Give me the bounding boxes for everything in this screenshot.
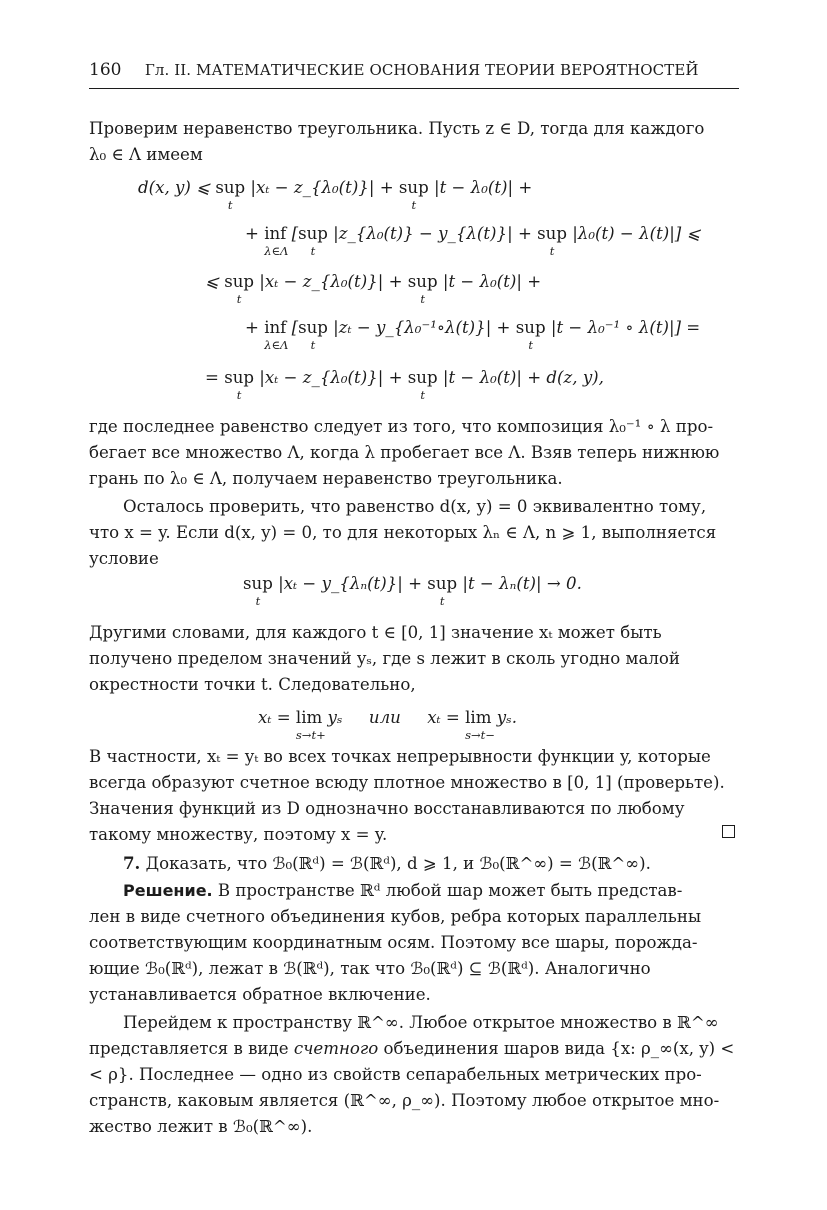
sup-operator: sup t <box>427 574 458 608</box>
eq3-term-b: |t − λ₀(t)| + <box>437 272 542 291</box>
paragraph-remaining-check <box>89 494 739 572</box>
text-line: В частности, xₜ = yₜ во всех точках непрерывности функции y, которые <box>89 747 711 766</box>
paragraph-r-infinity <box>89 1010 739 1140</box>
eq4-bracket: [ <box>286 318 299 337</box>
sup-operator: sup t <box>243 574 273 608</box>
text-line: Значения функций из D однозначно восстанавливаются по любому <box>89 799 685 818</box>
eq2-bracket: [ <box>286 224 299 243</box>
eq1-term-b: |t − λ₀(t)| + <box>428 178 533 197</box>
solution-label: Решение. <box>123 881 213 900</box>
paragraph-composition <box>89 414 739 492</box>
running-header <box>89 52 739 89</box>
text-line: что x = y. Если d(x, y) = 0, то для некоторых λₙ ∈ Λ, n ⩾ 1, выполняется <box>89 523 717 542</box>
qed-square-icon <box>722 825 735 838</box>
text-line: представляется в виде <box>89 1039 294 1058</box>
sup-operator: sup t <box>515 318 546 352</box>
eq4-lead: + <box>245 318 265 337</box>
solution-paragraph <box>89 878 739 1008</box>
eq2-term-a: |z_{λ₀(t)} − y_{λ(t)}| + <box>327 224 538 243</box>
sup-operator: sup t <box>298 224 328 258</box>
sup-operator: sup t <box>537 224 567 258</box>
eq2-term-b: |λ₀(t) − λ(t)|] ⩽ <box>566 224 701 243</box>
sup-operator: sup t <box>298 318 328 352</box>
paragraph-other-words <box>89 620 739 698</box>
eq2-lead: + <box>245 224 265 243</box>
eq1-lhs: d(x, y) ⩽ <box>138 178 216 197</box>
eq5-lead: = <box>205 368 225 387</box>
display-limit-condition <box>243 574 582 608</box>
emphasis-countable: счетного <box>293 1039 379 1058</box>
eq5-term-b: |t − λ₀(t)| + d(z, y), <box>437 368 604 387</box>
text-line: соответствующим координатным осям. Поэтому все шары, порожда- <box>89 933 698 952</box>
text-line: грань по λ₀ ∈ Λ, получаем неравенство треугольника. <box>89 469 563 488</box>
display-limits <box>258 708 517 742</box>
text-line: всегда образуют счетное всюду плотное множество в [0, 1] (проверьте). <box>89 773 725 792</box>
sup-operator: sup t <box>398 178 429 212</box>
sup-operator: sup t <box>224 272 255 306</box>
inf-operator: inf λ∈Λ <box>264 224 289 258</box>
text-line: В пространстве ℝᵈ любой шар может быть представ- <box>212 881 683 900</box>
lim-operator: lim s→t− <box>465 708 495 742</box>
eq5-term-a: |xₜ − z_{λ₀(t)}| + <box>254 368 408 387</box>
text-line: лен в виде счетного объединения кубов, ребра которых параллельны <box>89 907 702 926</box>
problem-7 <box>89 850 739 877</box>
eq-lim-mid: yₛ или xₜ = <box>322 708 466 727</box>
eq-lim-end: yₛ. <box>491 708 517 727</box>
display-row-3 <box>205 272 542 306</box>
eq1-term-a: |xₜ − z_{λ₀(t)}| + <box>245 178 399 197</box>
text-line: получено пределом значений yₛ, где s лежит в сколь угодно малой <box>89 649 680 668</box>
intro-line-2: λ₀ ∈ Λ имеем <box>89 145 203 164</box>
display-row-1 <box>138 178 533 212</box>
intro-paragraph <box>89 116 739 168</box>
eq4-term-b: |t − λ₀⁻¹ ∘ λ(t)|] = <box>545 318 701 337</box>
display-row-4 <box>245 318 701 352</box>
text-line: Другими словами, для каждого t ∈ [0, 1] значение xₜ может быть <box>89 623 662 642</box>
text-line: условие <box>89 549 159 568</box>
sup-operator: sup t <box>224 368 255 402</box>
eq3-lead: ⩽ <box>205 272 225 291</box>
text-line: < ρ}. Последнее — одно из свойств сепарабельных метрических про- <box>89 1065 702 1084</box>
intro-line-1: Проверим неравенство треугольника. Пусть z ∈ D, тогда для каждого <box>89 119 705 138</box>
text-line: ющие ℬ₀(ℝᵈ), лежат в ℬ(ℝᵈ), так что ℬ₀(ℝᵈ) ⊆ ℬ(ℝᵈ). Аналогично <box>89 959 651 978</box>
text-line: такому множеству, поэтому x = y. <box>89 825 388 844</box>
eq-cond-term-b: |t − λₙ(t)| → 0. <box>457 574 582 593</box>
eq3-term-a: |xₜ − z_{λ₀(t)}| + <box>254 272 408 291</box>
sup-operator: sup t <box>407 272 438 306</box>
running-title: Гл. II. МАТЕМАТИЧЕСКИЕ ОСНОВАНИЯ ТЕОРИИ ВЕРОЯТНОСТЕЙ <box>144 61 699 79</box>
text-line: объединения шаров вида {x: ρ_∞(x, y) < <box>378 1039 735 1058</box>
eq-cond-term-a: |xₜ − y_{λₙ(t)}| + <box>272 574 428 593</box>
text-line: где последнее равенство следует из того, что композиция λ₀⁻¹ ∘ λ про- <box>89 417 714 436</box>
text-line: устанавливается обратное включение. <box>89 985 431 1004</box>
text-line: бегает все множество Λ, когда λ пробегает все Λ. Взяв теперь нижнюю <box>89 443 720 462</box>
sup-operator: sup t <box>215 178 246 212</box>
sup-operator: sup t <box>407 368 438 402</box>
display-row-2 <box>245 224 701 258</box>
text-line: жество лежит в ℬ₀(ℝ^∞). <box>89 1117 313 1136</box>
eq-lim-lhs: xₜ = <box>258 708 296 727</box>
eq4-term-a: |zₜ − y_{λ₀⁻¹∘λ(t)}| + <box>327 318 516 337</box>
page-number: 160 <box>89 60 122 80</box>
display-row-5 <box>205 368 604 402</box>
problem-number: 7. <box>123 853 141 873</box>
text-line: окрестности точки t. Следовательно, <box>89 675 416 694</box>
paragraph-in-particular <box>89 744 739 848</box>
text-line: Перейдем к пространству ℝ^∞. Любое открытое множество в ℝ^∞ <box>123 1013 719 1032</box>
lim-operator: lim s→t+ <box>295 708 326 742</box>
problem-statement: Доказать, что ℬ₀(ℝᵈ) = ℬ(ℝᵈ), d ⩾ 1, и ℬ₀(ℝ^∞) = ℬ(ℝ^∞). <box>140 854 651 873</box>
text-line: Осталось проверить, что равенство d(x, y) = 0 эквивалентно тому, <box>123 497 707 516</box>
text-line: странств, каковым является (ℝ^∞, ρ_∞). Поэтому любое открытое мно- <box>89 1091 720 1110</box>
inf-operator: inf λ∈Λ <box>264 318 289 352</box>
